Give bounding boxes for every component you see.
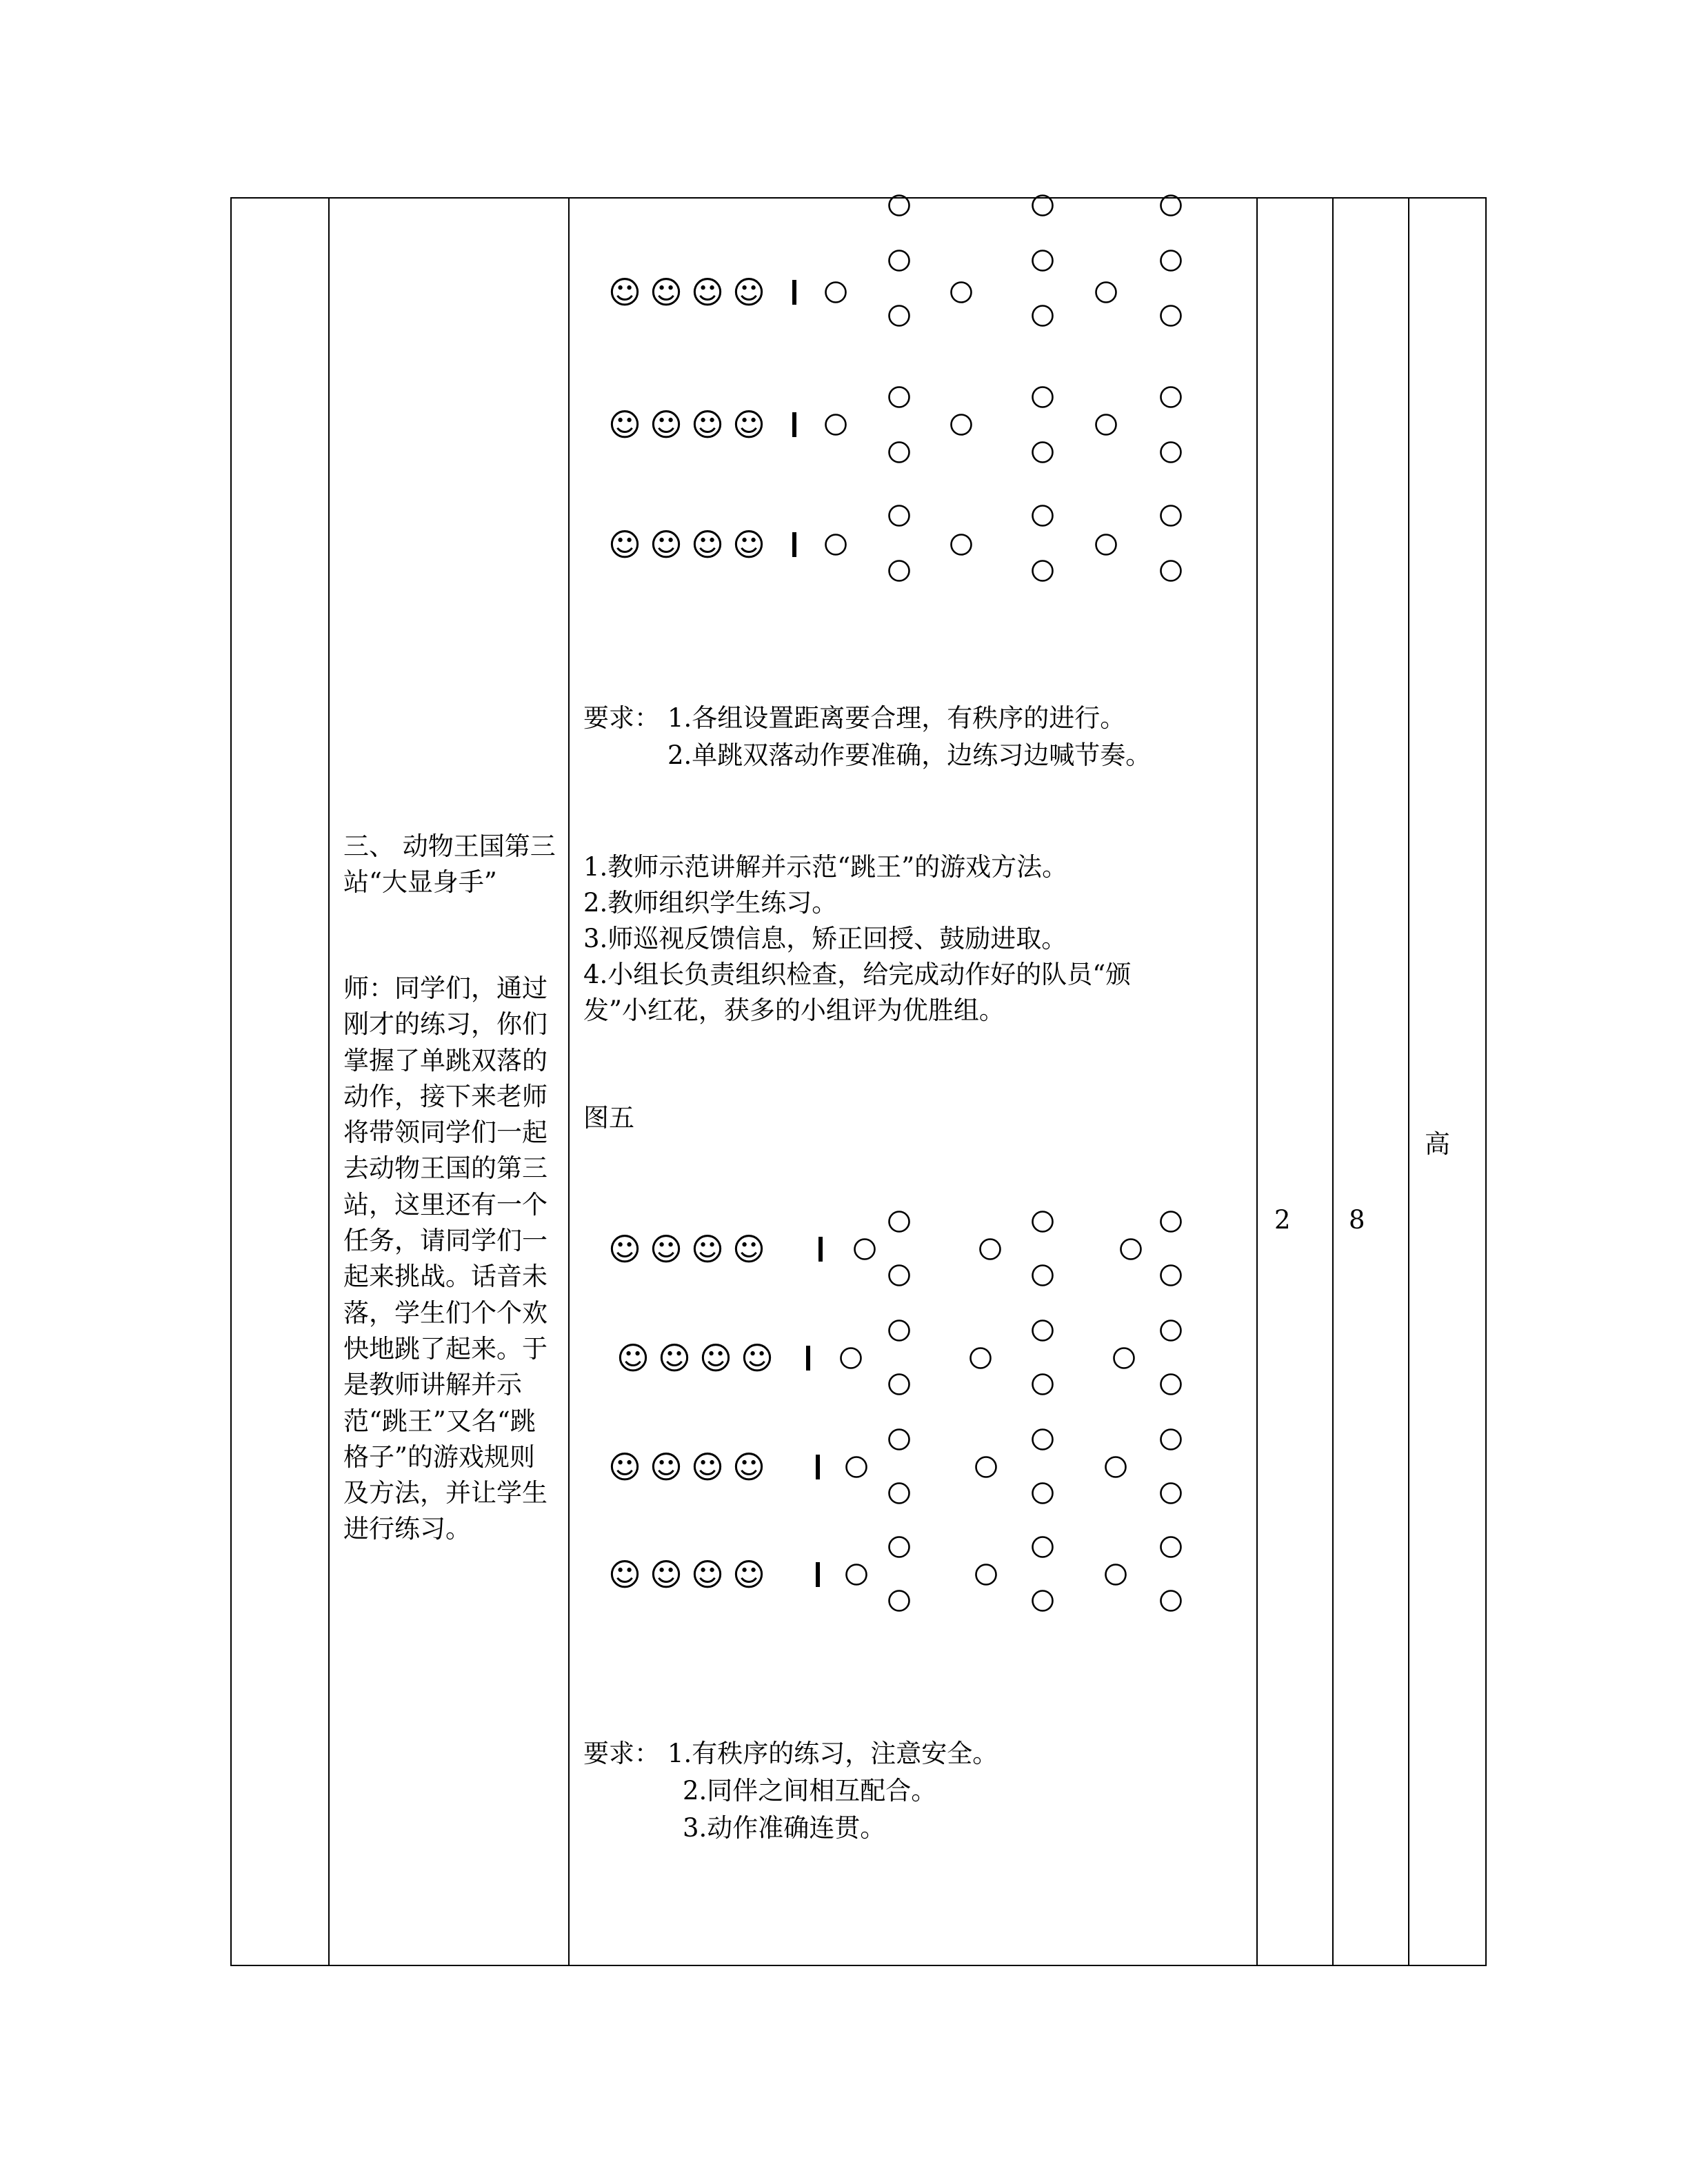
student-face-icon: ☺: [608, 1556, 641, 1593]
hop-grid-circle-icon: [1033, 1321, 1053, 1341]
hop-grid-circle-icon: [826, 283, 846, 303]
topic-heading: 三、 动物王国第三站“大显身手”: [343, 831, 556, 897]
student-face-icon: ☺: [608, 406, 641, 443]
step-item: 1.教师示范讲解并示范“跳王”的游戏方法。: [583, 852, 1068, 882]
student-face-icon: ☺: [658, 1339, 691, 1377]
hop-grid-circle-icon: [1161, 1484, 1181, 1504]
hop-grid-circle-icon: [1161, 1537, 1181, 1557]
hop-grid-circle-icon: [1114, 1348, 1134, 1368]
count-value: 8: [1349, 1205, 1365, 1235]
hop-grid-circle-icon: [1161, 561, 1181, 581]
hop-grid-circle-icon: [1161, 1321, 1181, 1341]
hop-grid-circle-icon: [890, 306, 910, 326]
hop-grid-circle-icon: [1161, 1375, 1181, 1395]
student-face-icon: ☺: [691, 1231, 724, 1268]
hop-grid-circle-icon: [847, 1565, 867, 1585]
hop-grid-circle-icon: [1033, 1266, 1053, 1286]
hop-grid-circle-icon: [1033, 561, 1053, 581]
topic-narrative: 师：同学们，通过刚才的练习，你们掌握了单跳双落的动作，接下来老师将带领同学们一起去动物王国的第三站，这里还有一个任务，请同学们一起来挑战。话音未落，学生们个个欢快地跳了起来。于是教师讲解并示范“跳王”又名“跳格子”的游戏规则及方法，并让学生进行练习。: [343, 973, 547, 1544]
student-face-icon: ☺: [691, 1448, 724, 1486]
student-face-icon: ☺: [608, 526, 641, 563]
hop-grid-circle-icon: [1033, 1430, 1053, 1450]
intensity-column-cell: [1409, 198, 1486, 1965]
student-face-icon: ☺: [732, 1231, 765, 1268]
hop-grid-circle-icon: [1161, 196, 1181, 216]
step-item: 3.师巡视反馈信息，矫正回授、鼓励进取。: [583, 924, 1067, 953]
hop-grid-circle-icon: [1033, 1212, 1053, 1232]
student-face-icon: ☺: [732, 1448, 765, 1486]
hop-grid-circle-icon: [890, 1591, 910, 1611]
hop-grid-circle-icon: [1033, 196, 1053, 216]
hop-grid-circle-icon: [1033, 1591, 1053, 1611]
student-face-icon: ☺: [608, 1448, 641, 1486]
student-face-icon: ☺: [732, 526, 765, 563]
student-face-icon: ☺: [650, 1231, 683, 1268]
student-face-icon: ☺: [650, 1448, 683, 1486]
hop-grid-circle-icon: [890, 1375, 910, 1395]
count-column-cell: [1333, 198, 1409, 1965]
hop-grid-circle-icon: [952, 283, 972, 303]
student-face-icon: ☺: [616, 1339, 650, 1377]
intensity-value: 高: [1425, 1129, 1450, 1159]
hop-grid-circle-icon: [1161, 387, 1181, 407]
hop-grid-circle-icon: [1161, 306, 1181, 326]
student-face-icon: ☺: [608, 274, 641, 311]
requirement-item: 3.动作准确连贯。: [683, 1813, 886, 1843]
hop-grid-circle-icon: [1161, 1266, 1181, 1286]
table-row: [231, 198, 1486, 1965]
student-face-icon: ☺: [650, 406, 683, 443]
lesson-plan-table: [230, 197, 1487, 1966]
student-face-icon: ☺: [650, 274, 683, 311]
time-column-cell: [1257, 198, 1333, 1965]
figure-label: 图五: [583, 1103, 634, 1133]
student-face-icon: ☺: [691, 526, 724, 563]
organization-column-cell: [569, 198, 1257, 1965]
hop-grid-circle-icon: [890, 561, 910, 581]
hop-grid-circle-icon: [1033, 443, 1053, 463]
topic-column-cell: [329, 198, 569, 1965]
hop-grid-circle-icon: [855, 1240, 875, 1260]
start-line-marker: [792, 412, 796, 437]
step-item: 发”小红花，获多的小组评为优胜组。: [583, 995, 1005, 1025]
blank-column-cell: [231, 198, 329, 1965]
hop-grid-circle-icon: [826, 415, 846, 435]
hop-grid-circle-icon: [890, 251, 910, 271]
hop-grid-circle-icon: [1106, 1457, 1126, 1477]
requirements-label-2: 要求：: [583, 1739, 660, 1768]
hop-grid-circle-icon: [1121, 1240, 1141, 1260]
hop-grid-circle-icon: [971, 1348, 991, 1368]
hop-grid-circle-icon: [1033, 251, 1053, 271]
requirement-item: 1.有秩序的练习，注意安全。: [667, 1739, 998, 1768]
student-face-icon: ☺: [732, 274, 765, 311]
hop-grid-circle-icon: [1033, 506, 1053, 526]
hop-grid-circle-icon: [1161, 1212, 1181, 1232]
hop-grid-circle-icon: [1161, 1430, 1181, 1450]
student-face-icon: ☺: [691, 406, 724, 443]
step-item: 2.教师组织学生练习。: [583, 888, 838, 918]
student-face-icon: ☺: [650, 526, 683, 563]
hop-grid-circle-icon: [976, 1457, 996, 1477]
hop-grid-circle-icon: [1033, 1537, 1053, 1557]
start-line-marker: [816, 1562, 820, 1587]
start-line-marker: [792, 532, 796, 557]
hop-grid-circle-icon: [1161, 251, 1181, 271]
hop-grid-circle-icon: [952, 535, 972, 555]
hop-grid-circle-icon: [890, 506, 910, 526]
hop-grid-circle-icon: [1161, 506, 1181, 526]
hop-grid-circle-icon: [1033, 1484, 1053, 1504]
requirement-item: 2.单跳双落动作要准确，边练习边喊节奏。: [667, 740, 1152, 770]
hop-grid-circle-icon: [1033, 1375, 1053, 1395]
hop-grid-circle-icon: [981, 1240, 1001, 1260]
start-line-marker: [806, 1346, 810, 1371]
student-face-icon: ☺: [732, 1556, 765, 1593]
hop-grid-circle-icon: [890, 196, 910, 216]
hop-grid-circle-icon: [890, 1321, 910, 1341]
hop-grid-circle-icon: [826, 535, 846, 555]
hop-grid-circle-icon: [890, 1266, 910, 1286]
hop-grid-circle-icon: [890, 443, 910, 463]
hop-grid-circle-icon: [1161, 443, 1181, 463]
hop-grid-circle-icon: [952, 415, 972, 435]
student-face-icon: ☺: [691, 1556, 724, 1593]
student-face-icon: ☺: [732, 406, 765, 443]
student-face-icon: ☺: [650, 1556, 683, 1593]
hop-grid-circle-icon: [1096, 415, 1116, 435]
hop-grid-circle-icon: [841, 1348, 861, 1368]
hop-grid-circle-icon: [890, 1537, 910, 1557]
formation-diagrams: [570, 199, 1256, 1968]
hop-grid-circle-icon: [1106, 1565, 1126, 1585]
time-value: 2: [1274, 1205, 1291, 1235]
student-face-icon: ☺: [699, 1339, 732, 1377]
hop-grid-circle-icon: [1161, 1591, 1181, 1611]
hop-grid-circle-icon: [1033, 306, 1053, 326]
student-face-icon: ☺: [741, 1339, 774, 1377]
start-line-marker: [792, 280, 796, 305]
hop-grid-circle-icon: [890, 1430, 910, 1450]
requirements-label-1: 要求：: [583, 703, 660, 733]
student-face-icon: ☺: [608, 1231, 641, 1268]
hop-grid-circle-icon: [1033, 387, 1053, 407]
hop-grid-circle-icon: [890, 1484, 910, 1504]
hop-grid-circle-icon: [890, 1212, 910, 1232]
hop-grid-circle-icon: [847, 1457, 867, 1477]
step-item: 4.小组长负责组织检查，给完成动作好的队员“颁: [583, 960, 1132, 989]
start-line-marker: [816, 1455, 820, 1479]
hop-grid-circle-icon: [976, 1565, 996, 1585]
student-face-icon: ☺: [691, 274, 724, 311]
requirement-item: 1.各组设置距离要合理，有秩序的进行。: [667, 703, 1126, 733]
start-line-marker: [818, 1237, 823, 1262]
hop-grid-circle-icon: [890, 387, 910, 407]
hop-grid-circle-icon: [1096, 535, 1116, 555]
requirement-item: 2.同伴之间相互配合。: [683, 1776, 937, 1806]
hop-grid-circle-icon: [1096, 283, 1116, 303]
